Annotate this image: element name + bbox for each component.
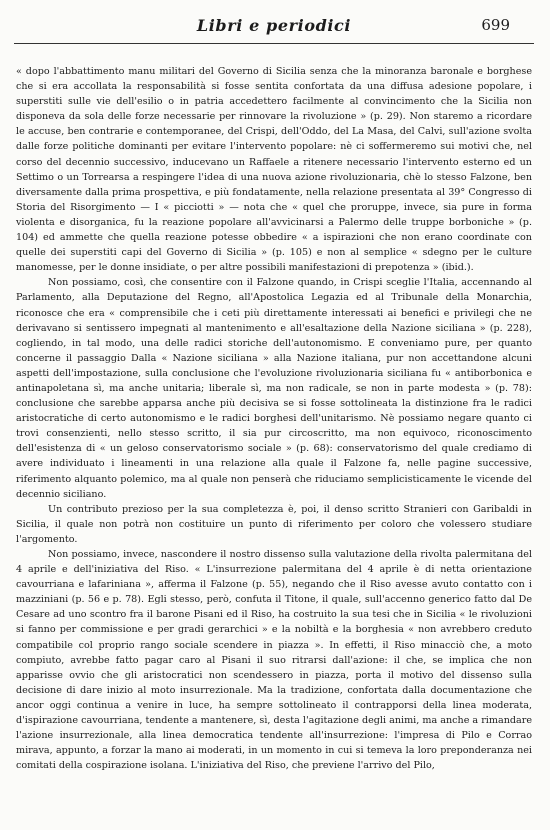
paragraph: Non possiamo, così, che consentire con il Falzone quando, in Crispi sceglie l'Italia, accennando al Parlamento, alla Deputazione del Regno, all'Apostolica Legazia ed al Tribunale della Monarchia, riconosce che era « comprensibile che i ceti più direttamente interessati ai benefici e privilegi che ne derivavano si sentissero impegnati al mantenimento e all'esaltazione della Nazione siciliana » (p. 228), cogliendo, in tal modo, una delle radici storiche dell'autonomismo. E conveniamo pure, per quanto concerne il passaggio Dalla « Nazione siciliana » alla Nazione italiana, pur non accettandone alcuni aspetti dell'impostazione, sulla conclusione che l'evoluzione rivoluzionaria siciliana fu « antiborbonica e antinapoletana sì, ma anche unitaria; liberale sì, ma non radicale, se non in parte modesta » (p. 78): conclusione che sarebbe apparsa anche più decisiva se si fosse sottolineata la distinzione fra le radici aristocratiche di certo autonomismo e le radici borghesi dell'unitarismo. Nè possiamo negare quanto ci trovi consenzienti, nello stesso scritto, il sia pur circoscritto, ma non equivoco, riconoscimento dell'esistenza di « un geloso conservatorismo sociale » (p. 68): conservatorismo del quale crediamo di avere individuato i lineamenti in una relazione alla quale il Falzone fa, nelle pagine successive, riferimento alquanto polemico, ma al quale non penserà che riduciamo semplicisticamente le vicende del decennio siciliano.: [16, 277, 532, 500]
paragraph: « dopo l'abbattimento manu militari del Governo di Sicilia senza che la minoranza baronale e borghese che si era accollata la responsabilità si fosse sentita confortata da una diffusa adesione popolare, i superstiti sulle vie dell'esilio o in patria accedettero facilmente al convincimento che la Sicilia non disponeva da sola delle forze necessarie per rinnovare la rivoluzione » (p. 29). Non staremo a ricordare le accuse, ben contrarie e contemporanee, del Crispi, dell'Oddo, del La Masa, del Calvi, sull'azione svolta dalle forze politiche dominanti per evitare l'intervento popolare: nè ci soffermeremo sui motivi che, nel corso del decennio successivo, inducevano un Raffaele a ritenere necessario l'intervento esterno ed un Settimo o un Torrearsa a respingere l'idea di una nuova azione rivoluzionaria, chè lo stesso Falzone, ben diversamente dalla prima prospettiva, e più fondatamente, nella relazione presentata al 39° Congresso di Storia del Risorgimento — I « picciotti » — nota che « quel che proruppe, invece, sia pure in forma violenta e disorganica, fu la reazione popolare all'avvicinarsi a Palermo delle truppe borboniche » (p. 104) ed ammette che quella reazione potesse obbedire « a ispirazioni che non erano coordinate con quelle dei superstiti capi del Governo di Sicilia » (p. 105) e non al semplice « sdegno per le culture manomesse, per le donne insidiate, o per altre possibili manifestazioni di prepotenza » (ibid.).: [16, 66, 532, 274]
page-number: 699: [481, 16, 510, 34]
paragraph: Non possiamo, invece, nascondere il nostro dissenso sulla valutazione della rivolta palermitana del 4 aprile e dell'iniziativa del Riso. « L'insurrezione palermitana del 4 aprile è di netta orientazione cavourriana e lafariniana », afferma il Falzone (p. 55), negando che il Riso avesse avuto contatto con i mazziniani (p. 56 e p. 78). Egli stesso, però, confuta il Titone, il quale, sull'accenno generico fatto dal De Cesare ad uno scontro fra il barone Pisani ed il Riso, ha costruito la sua tesi che in Sicilia « le rivoluzioni si fanno per commissione e per gradi gerarchici » e la nobiltà e la borghesia « non avrebbero creduto compatibile col proprio rango sociale scendere in piazza ». In effetti, il Riso minacciò che, a moto compiuto, avrebbe fatto pagar caro al Pisani il suo ritrarsi dall'azione: il che, se implica che non apparisse ovvio che gli aristocratici non scendessero in piazza, porta il motivo del dissenso sulla decisione di dare inizio al moto insurrezionale. Ma la tradizione, confortata dalla documentazione che ancor oggi continua a venire in luce, ha sempre sottolineato il contrapporsi della linea moderata, d'ispirazione cavourriana, tendente a mantenere, sì, desta l'agitazione degli animi, ma anche a rimandare l'azione insurrezionale, alla linea democratica tendente all'insurrezione: l'impresa di Pilo e Corrao mirava, appunto, a forzar la mano ai moderati, in un momento in cui si temeva la loro preponderanza nei comitati della cospirazione isolana. L'iniziativa del Riso, che previene l'arrivo del Pilo,: [16, 549, 532, 772]
running-title: Libri e periodici: [196, 16, 352, 35]
body-text: [16, 64, 532, 773]
page-header: [14, 16, 534, 42]
paragraph: Un contributo prezioso per la sua completezza è, poi, il denso scritto Stranieri con Garibaldi in Sicilia, il quale non potrà non costituire un punto di riferimento per coloro che volessero studiare l'argomento.: [16, 503, 532, 545]
header-rule: [14, 43, 534, 44]
